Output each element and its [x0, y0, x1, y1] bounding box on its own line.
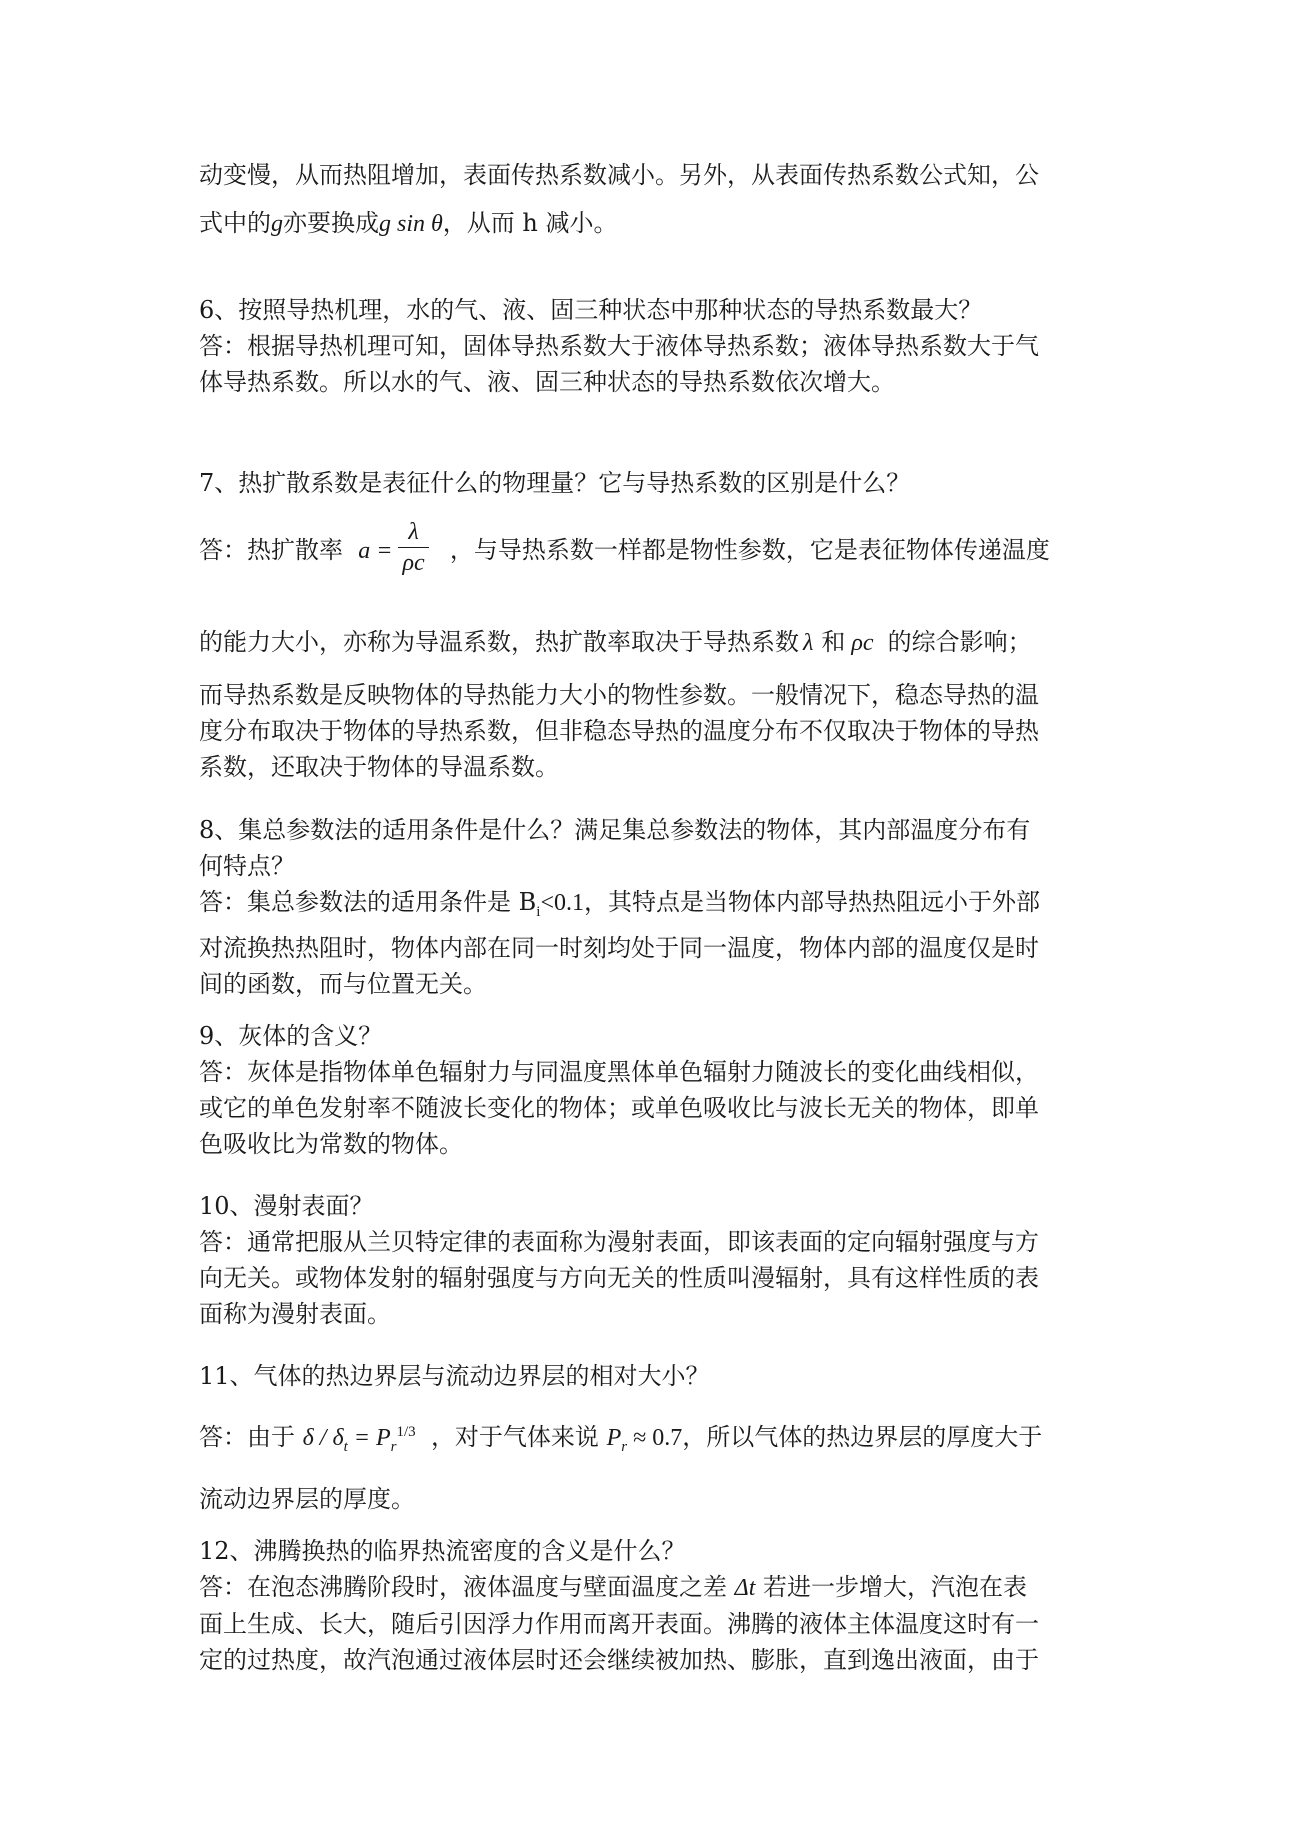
prandtl-number: P	[606, 1425, 622, 1451]
question-12-answer-line: 答：在泡态沸腾阶段时，液体温度与壁面温度之差 Δt 若进一步增大，汽泡在表	[199, 1573, 1028, 1601]
question-11-answer: 答：由于 $\delta / \delta_t = P_r^{1/3}$ ，对于气体来说 $P_r \approx 0.7$，所以气体的热边界层的厚度大于 流动边界层的厚度。	[199, 1410, 1111, 1517]
question-9-answer-line: 或它的单色发射率不随波长变化的物体；或单色吸收比与波长无关的物体，即单	[199, 1094, 1039, 1122]
question-12-answer-line: 定的过热度，故汽泡通过液体层时还会继续被加热、膨胀，直到逸出液面，由于	[199, 1646, 1039, 1674]
question-6-answer-line: 答：根据导热机理可知，固体导热系数大于液体导热系数；液体导热系数大于气	[199, 332, 1039, 360]
question-8	[199, 812, 1111, 1002]
question-7-title: 7、热扩散系数是表征什么的物理量？它与导热系数的区别是什么？	[199, 469, 911, 497]
fraction-numerator: λ	[408, 519, 419, 545]
diffusivity-fraction	[398, 517, 428, 578]
question-10-answer-line: 答：通常把服从兰贝特定律的表面称为漫射表面，即该表面的定向辐射强度与方	[199, 1228, 1039, 1256]
question-6	[199, 292, 1111, 400]
fraction-denominator: ρc	[398, 547, 428, 578]
question-8-answer-line: 对流换热热阻时，物体内部在同一时刻均处于同一温度，物体内部的温度仅是时	[199, 933, 1039, 962]
question-9-answer-line: 答：灰体是指物体单色辐射力与同温度黑体单色辐射力随波长的变化曲线相似，	[199, 1058, 1039, 1086]
question-11	[199, 1358, 1111, 1394]
question-10-title: 10、漫射表面？	[199, 1192, 374, 1220]
question-12-title: 12、沸腾换热的临界热流密度的含义是什么？	[199, 1537, 686, 1565]
question-6-title: 6、按照导热机理，水的气、液、固三种状态中那种状态的导热系数最大？	[199, 296, 983, 324]
question-9	[199, 1018, 1111, 1162]
question-10-answer-line: 向无关。或物体发射的辐射强度与方向无关的性质叫漫辐射，具有这样性质的表	[199, 1264, 1039, 1292]
question-12-answer-line: 面上生成、长大，随后引因浮力作用而离开表面。沸腾的液体主体温度这时有一	[199, 1610, 1039, 1638]
question-7-answer-rest	[199, 677, 1111, 785]
question-8-title-line: 何特点？	[199, 852, 295, 880]
question-8-title-line: 8、集总参数法的适用条件是什么？满足集总参数法的物体，其内部温度分布有	[199, 816, 1031, 844]
question-9-answer-line: 色吸收比为常数的物体。	[199, 1130, 463, 1158]
question-7-answer-line: 而导热系数是反映物体的导热能力大小的物性参数。一般情况下，稳态导热的温	[199, 681, 1039, 709]
question-7-answer-line: 系数，还取决于物体的导温系数。	[199, 753, 559, 781]
question-7-formula-line: 答：热扩散率 a = $\frac{\lambda}{\rho c}$ ，与导热系数一样都是物性参数，它是表征物体传递温度	[199, 519, 1050, 576]
question-9-title: 9、灰体的含义？	[199, 1022, 383, 1050]
boundary-layer-ratio: δ / δ	[302, 1425, 344, 1451]
question-11-answer-line-2: 流动边界层的厚度。	[199, 1484, 415, 1513]
question-10	[199, 1188, 1111, 1332]
diffusivity-lhs: a =	[358, 538, 393, 564]
question-12	[199, 1533, 1111, 1678]
intro-line-1: 动变慢，从而热阻增加，表面传热系数减小。另外，从表面传热系数公式知，公	[199, 161, 1039, 189]
question-7	[199, 465, 1111, 501]
question-7-answer-line-2: 的能力大小，亦称为导温系数，热扩散率取决于导热系数 λ 和 ρc 的综合影响；	[199, 628, 1032, 656]
question-10-answer-line: 面称为漫射表面。	[199, 1300, 391, 1328]
intro-paragraph	[199, 157, 1111, 242]
question-8-answer-line: 答：集总参数法的适用条件是 $B_i<0.1$，其特点是当物体内部导热热阻远小于外部	[199, 888, 1040, 920]
question-11-title: 11、气体的热边界层与流动边界层的相对大小？	[199, 1362, 710, 1390]
question-8-answer-line: 间的函数，而与位置无关。	[199, 969, 487, 998]
intro-line-2: 式中的g亦要换成g sin θ，从而 h 减小。	[199, 209, 618, 237]
question-7-answer-line: 度分布取决于物体的导热系数，但非稳态导热的温度分布不仅取决于物体的导热	[199, 717, 1039, 745]
question-6-answer-line: 体导热系数。所以水的气、液、固三种状态的导热系数依次增大。	[199, 368, 895, 396]
